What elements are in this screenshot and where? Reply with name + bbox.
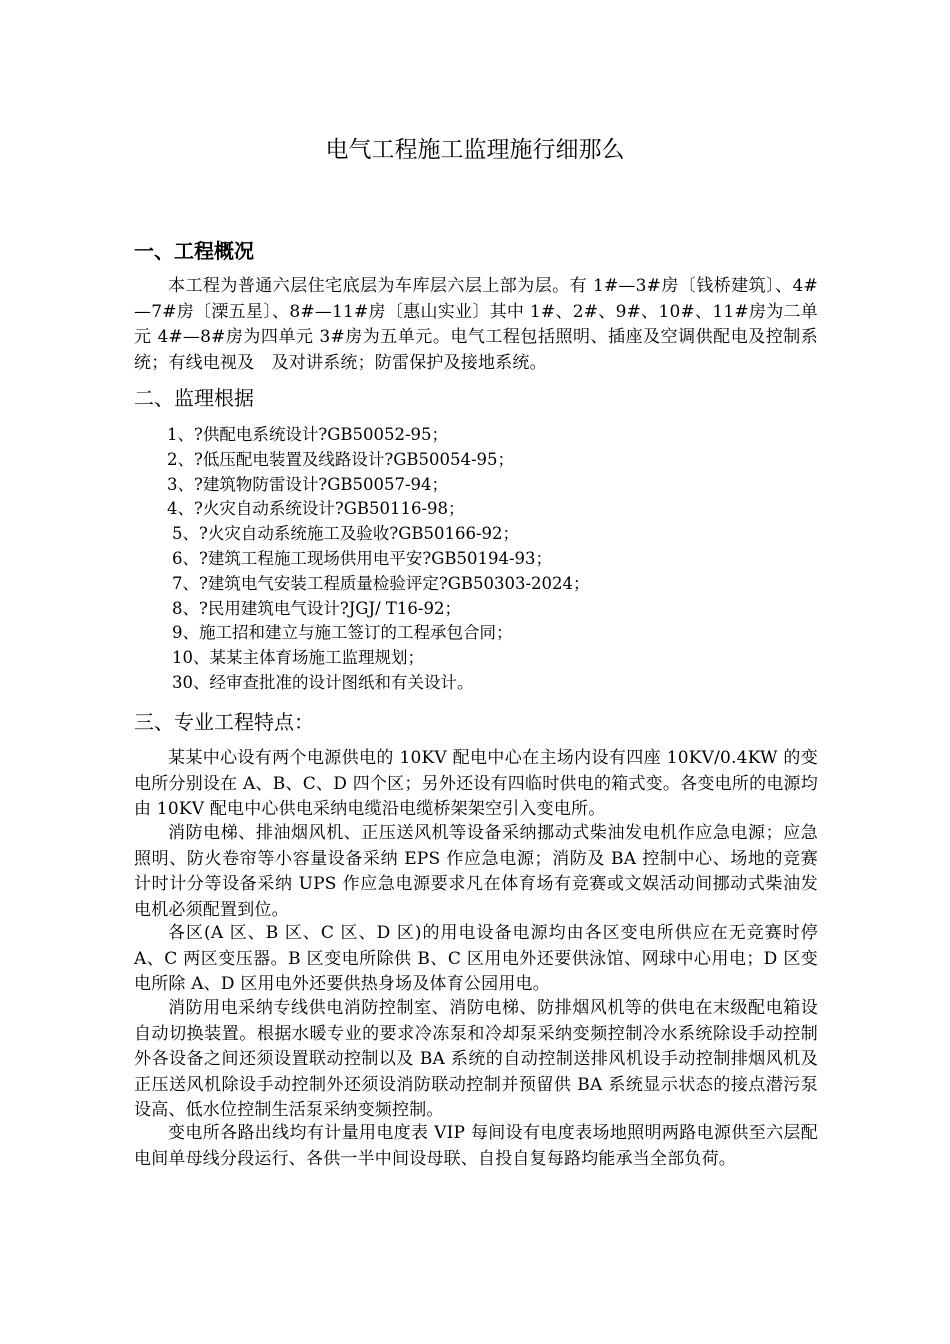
reference-item: 7、?建筑电气安装工程质量检验评定?GB50303-2024；: [172, 573, 590, 593]
section-3-paragraph-4: 消防用电采纳专线供电消防控制室、消防电梯、防排烟风机等的供电在末级配电箱设自动切换装置。根据水暖专业的要求冷冻泵和冷却泵采纳变频控制冷水系统除设手动控制外各设备之间还须设置联动控制以及 BA 系统的自动控制送排风机设手动控制排烟风机及正压送风机除设手动控制外还须设消防联动控制并预留供 BA 系统显示状态的接点潜污泵设高、低水位控制生活泵采纳变频控制。: [134, 998, 818, 1120]
reference-item: 6、?建筑工程施工现场供用电平安?GB50194-93；: [172, 548, 553, 568]
reference-item: 5、?火灾自动系统施工及验收?GB50166-92；: [172, 524, 520, 544]
reference-item: 8、?民用建筑电气设计?JGJ/ T16-92；: [172, 598, 461, 618]
reference-item: 30、经审查批准的设计图纸和有关设计。: [172, 672, 474, 692]
reference-item: 9、施工招和建立与施工签订的工程承包合同；: [172, 623, 513, 643]
section-3-paragraph-2: 消防电梯、排油烟风机、正压送风机等设备采纳挪动式柴油发电机作应急电源；应急照明、防火卷帘等小容量设备采纳 EPS 作应急电源；消防及 BA 控制中心、场地的竞赛计时计分等设备采纳 UPS 作应急电源要求凡在体育场有竞赛或文娱活动间挪动式柴油发电机必须配置到位。: [134, 823, 818, 920]
reference-item: 1、?供配电系统设计?GB50052-95；: [167, 425, 449, 444]
section-3-heading: 三、专业工程特点：: [134, 710, 314, 734]
section-2-heading: 二、监理根据: [134, 386, 254, 410]
section-3-paragraph-5: 变电所各路出线均有计量用电度表 VIP 每间设有电度表场地照明两路电源供至六层配电间单母线分段运行、各供一半中间设母联、自投自复每路均能承当全部负荷。: [134, 1123, 818, 1169]
section-1-paragraph: 本工程为普通六层住宅底层为车库层六层上部为层。有 1#—3#房〔钱桥建筑〕、4#—7#房〔溧五星〕、8#—11#房〔惠山实业〕其中 1#、2#、9#、10#、11#房为二单元 4#—8#房为四单元 3#房为五单元。电气工程包括照明、插座及空调供配电及控制系统；有线电视及 及对讲系统；防雷保护及接地系统。: [134, 276, 818, 373]
document-title: 电气工程施工监理施行细那么: [325, 137, 625, 163]
section-1-heading: 一、工程概况: [134, 239, 254, 263]
reference-list: [134, 423, 590, 696]
reference-item: 10、某某主体育场施工监理规划；: [172, 648, 424, 668]
section-3-paragraph-3: 各区(A 区、B 区、C 区、D 区)的用电设备电源均由各区变电所供应在无竞赛时停 A、C 两区变压器。B 区变电所除供 B、C 区用电外还要供泳馆、网球中心用电；D 区变电所除 A、D 区用电外还要供热身场及体育公园用电。: [134, 923, 818, 994]
reference-item: 2、?低压配电装置及线路设计?GB50054-95；: [167, 449, 515, 469]
section-3-paragraph-1: 某某中心设有两个电源供电的 10KV 配电中心在主场内设有四座 10KV/0.4KW 的变电所分别设在 A、B、C、D 四个区；另外还设有四临时供电的箱式变。各变电所的电源均由 10KV 配电中心供电采纳电缆沿电缆桥架架空引入变电所。: [134, 748, 818, 819]
reference-item: 3、?建筑物防雷设计?GB50057-94；: [167, 474, 449, 494]
reference-item: 4、?火灾自动系统设计?GB50116-98；: [167, 499, 465, 519]
